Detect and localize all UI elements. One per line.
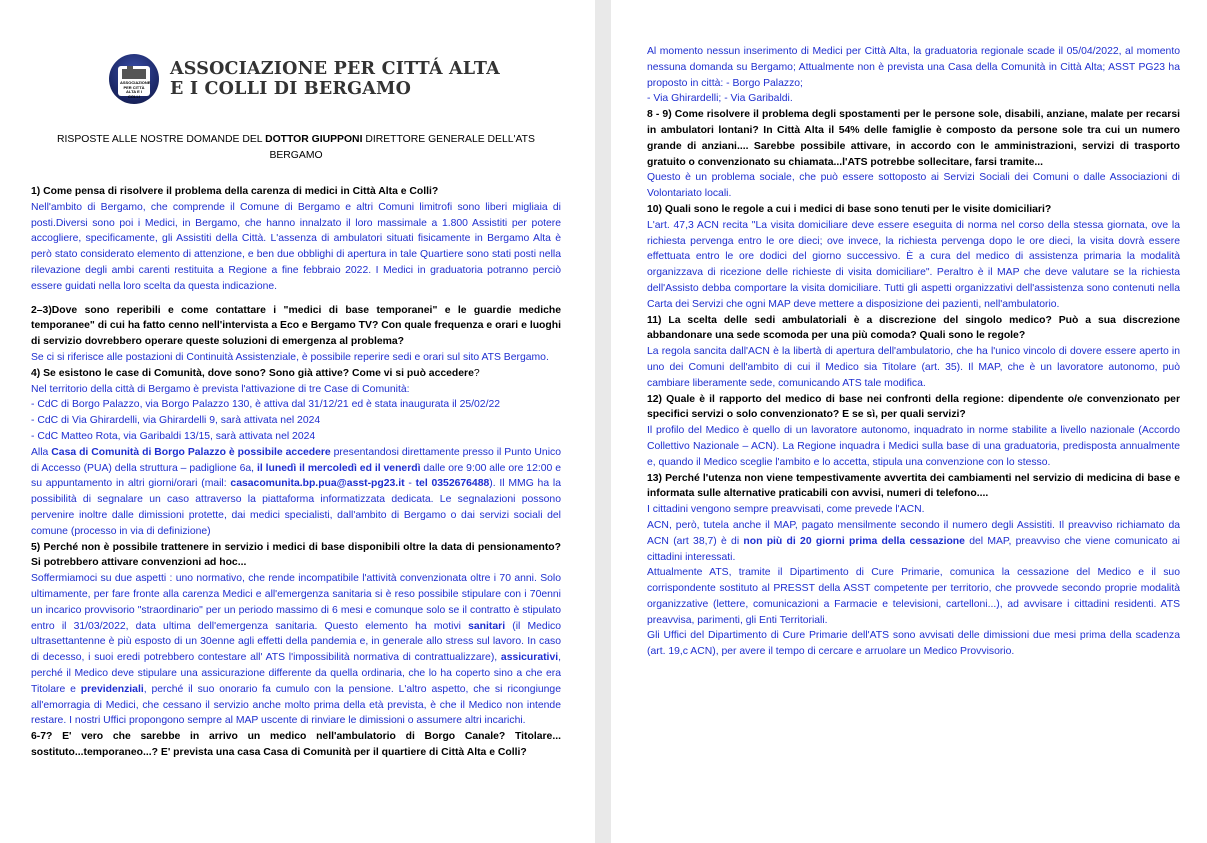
association-name-line2: E I COLLI DI BERGAMO (170, 79, 412, 99)
question-8-9: 8 - 9) Come risolvere il problema degli spostamenti per le persone sole, disabili, anziane, malate per recarsi in ambulatori lontani? In Città Alta il 54% delle famiglie è composto da persone sole tra cui un numero grande di anziani.... Sarebbe possibile attivare, in accordo con le amministrazioni, servizi di trasporto gratuito o convenzionato su chiamata...l'ATS potrebbe sollecitare, farsi tramite... (647, 109, 1180, 168)
answer-4-item: - CdC di Via Ghirardelli, via Ghirardelli 9, sarà attivata nel 2024 (31, 415, 321, 427)
question-1: 1) Come pensa di risolvere il problema della carenza di medici in Città Alta e Colli? (31, 186, 439, 197)
title-pre: RISPOSTE ALLE NOSTRE DOMANDE DEL (57, 134, 266, 145)
right-column-text (647, 44, 1180, 660)
answer-11: La regola sancita dall'ACN è la libertà di apertura dell'ambulatorio, che ha l'unico vincolo di dovere essere aperto in uno dei Comuni dell'ambito di cui il Medico sia Titolare (art. 35). Il MAP, che è un lavoratore autonomo, può cambiare liberamente sede, comunicando ATS tale modifica. (647, 346, 1180, 389)
answer-13-4: Gli Uffici del Dipartimento di Cure Primarie dell'ATS sono avvisati delle dimissioni due mesi prima della scadenza (art. 19,c ACN), per avere il tempo di cercare e arruolare un Medico Provvisorio. (647, 630, 1180, 658)
question-2-3: 2–3)Dove sono reperibili e come contattare i "medici di base temporanei" e le guardie mediche temporanee" di cui ha fatto cenno nell'intervista a Eco e Bergamo TV? Con quale frequenza e orari e luoghi di servizio dovrebbero operare queste soluzioni di emergenza al problema? (31, 304, 561, 348)
answer-4-intro: Nel territorio della città di Bergamo è prevista l'attivazione di tre Case di Comunità: (31, 383, 410, 395)
answer-13-3: Attualmente ATS, tramite il Dipartimento di Cure Primarie, comunica la cessazione del Medico e il suo corrispondente sostituto al PRESST della ASST competente per territorio, che provvede secondo proprie modalità organizzative (lettere, comunicazioni a Farmacie e televisioni, cartelloni...), ad avvisare i cittadini residenti. ATS preavvisa, parimenti, gli Enti Territoriali. (647, 567, 1180, 626)
document-page-left (0, 0, 595, 843)
question-4-mark: ? (473, 367, 480, 379)
title-post: DIRETTORE GENERALE DELL'ATS BERGAMO (269, 134, 535, 161)
question-11: 11) La scelta delle sedi ambulatoriali è a discrezione del singolo medico? Può a sua discrezione abbandonare una sede scomoda per una più comoda? Quali sono le regole? (647, 314, 1180, 342)
answer-4-item: - CdC di Borgo Palazzo, via Borgo Palazzo 130, è attiva dal 31/12/21 ed è stata inaugurata il 25/02/22 (31, 399, 501, 411)
logo-caption: ASSOCIAZIONE PER CITTÀ ALTA E I COLLI (120, 80, 151, 99)
answer-4-item: - CdC Matteo Rota, via Garibaldi 13/15, sarà attivata nel 2024 (31, 430, 316, 442)
question-4 (31, 366, 561, 382)
answer-6-7: Al momento nessun inserimento di Medici per Città Alta, la graduatoria regionale scade il 05/04/2022, al momento nessuna domanda su Bergamo; Attualmente non è prevista una Casa della Comunità in Città Alta; ASST PG23 ha proposto in città: - Borgo Palazzo; (647, 46, 1180, 89)
association-logo-icon (109, 54, 159, 104)
left-column-text (31, 184, 561, 761)
answer-10: L'art. 47,3 ACN recita "La visita domiciliare deve essere eseguita di norma nel corso della stessa giornata, ove la richiesta pervenga entro le ore dieci; ove invece, la richiesta pervenga dopo le ore dieci, la visita dovrà essere effettuata entro le ore dodici del giorno successivo. È a cura del medico di assistenza primaria la modalità organizzava di ricezione delle richieste di visita domiciliare". Peraltro è il MAP che deve valutare se la richiesta dell'Assisto debba comportare la visita domiciliare. Tutti gli aspetti organizzativi dell'assistenza sono contenuti nella Carta dei Servizi che ogni MAP deve mettere a disposizione dei pazienti, nell'ambulatorio. (647, 219, 1180, 310)
answer-6-7-last: - Via Ghirardelli; - Via Garibaldi. (647, 93, 793, 105)
question-4-bold: 4) Se esistono le case di Comunità, dove sono? Sono già attive? Come vi si può accedere (31, 367, 474, 379)
answer-13-2: ACN, però, tutela anche il MAP, pagato mensilmente secondo il numero degli Assistiti. Il preavviso richiamato da ACN (art 38,7) è di non più di 20 giorni prima della cessazione del MAP, preavviso che viene comunicato ai cittadini interessati. (647, 519, 1180, 563)
question-6-7: 6-7? E' vero che sarebbe in arrivo un medico nell'ambulatorio di Borgo Canale? Titolare... sostituto...temporaneo...? E' prevista una casa Casa di Comunità per il quartiere di Città Alta e Colli? (31, 731, 561, 758)
answer-2-3: Se ci si riferisce alle postazioni di Continuità Assistenziale, è possibile reperire sedi e orari sul sito ATS Bergamo. (31, 351, 549, 363)
document-title (31, 132, 561, 164)
answer-5: Soffermiamoci su due aspetti : uno normativo, che rende incompatibile l'attività convenzionata oltre i 70 anni. Solo ultimamente, per fare fronte alla carenza Medici e all'emergenza sanitaria si è reso possibile stipulare con i 70enni un incarico provvisorio "straordinario" per un periodo massimo di 6 mesi e comunque solo se il contratto è stipulato entro il 31/03/2022, data ultima dell'emergenza sanitaria. Questo elemento ha motivi sanitari (il Medico ultrasettantenne è più esposto di un 30enne agli effetti della pandemia e, in generale allo stress sul lavoro. In caso di decesso, i suoi eredi potrebbero contestare all' ATS l'impossibilità normativa di contrattualizzare), assicurativi, perché il Medico deve stipulare una assicurazione differente da quella ordinaria, che lo ha coperto sino a che era Titolare e previdenziali, perché il suo onorario fa cumulo con la pensione. L'altro aspetto, che si ricongiunge all'emorragia di Medici, che cessano il servizio anche molto prima della età prevista, è che il Medico non intende restare. I nostri Uffici propongono sempre al MAP uscente di rinviare le dimissioni o assumere altri incarichi. (31, 573, 561, 727)
association-name-line1: ASSOCIAZIONE PER CITTÁ ALTA (170, 59, 500, 79)
document-page-right (611, 0, 1207, 843)
page-gutter (595, 0, 611, 843)
answer-8-9: Questo è un problema sociale, che può essere sottoposto ai Servizi Sociali dei Comuni o dalle Associazioni di Volontariato locali. (647, 172, 1180, 200)
answer-4-details: Alla Casa di Comunità di Borgo Palazzo è possibile accedere presentandosi direttamente presso il Punto Unico di Accesso (PUA) della struttura – padiglione 6a, il lunedì il mercoledì ed il venerdì dalle ore 9:00 alle ore 12:00 e su appuntamento in altri giorni/orari (mail: casacomunita.bp.pua@asst-pg23.it - tel 0352676488). Il MMG ha la possibilità di segnalare un caso attraverso la piattaforma informatizzata dedicata. Le segnalazioni possono pervenire inoltre dalle dimissioni protette, dai medici specialisti, dall'ambito di Bergamo o dai servizi sociali del comune (processo in via di definizione) (31, 446, 561, 537)
question-12: 12) Quale è il rapporto del medico di base nei confronti della regione: dipendente o/e convenzionato per specifici servizi o solo convenzionato? E se sì, per quali servizi? (647, 393, 1180, 421)
answer-1: Nell'ambito di Bergamo, che comprende il Comune di Bergamo e altri Comuni limitrofi sono liberi migliaia di posti.Diversi sono poi i Medici, in Bergamo, che hanno innalzato il loro massimale a 1.800 Assistiti per potere accogliere, specificamente, gli Assistiti della Città. L'assenza di ambulatori situati fisicamente in Bergamo Alta è però stato considerato elemento di attenzione, e ben due obblighi di apertura in tale Quartiere sono stati posti nella rilevazione degli ambi carenti restituita a Regione a fine febbraio 2022. I Medici in graduatoria potranno perciò essere guidati nella loro scelta da questa indicazione. (31, 201, 561, 292)
question-10: 10) Quali sono le regole a cui i medici di base sono tenuti per le visite domiciliari? (647, 203, 1052, 215)
association-header (109, 52, 561, 106)
answer-12: Il profilo del Medico è quello di un lavoratore autonomo, inquadrato in norme stabilite a livello nazionale (Accordo Collettivo Nazionale – ACN). La Regione inquadra i Medici sulla base di una graduatoria, predisposta annualmente e, quando il Medico sceglie l'ambito e lo accetta, stipula una convenzione con lo stesso. (647, 425, 1180, 468)
title-bold: DOTTOR GIUPPONI (265, 134, 363, 145)
answer-13-1: I cittadini vengono sempre preavvisati, come prevede l'ACN. (647, 504, 925, 516)
association-name (170, 59, 500, 99)
question-13: 13) Perché l'utenza non viene tempestivamente avvertita dei cambiamenti nel servizio di medicina di base e informata sulle alternative praticabili con avvisi, numeri di telefono.... (647, 472, 1180, 500)
question-5: 5) Perché non è possibile trattenere in servizio i medici di base disponibili oltre la data di pensionamento? Si potrebbero attivare convenzioni ad hoc... (31, 541, 561, 569)
